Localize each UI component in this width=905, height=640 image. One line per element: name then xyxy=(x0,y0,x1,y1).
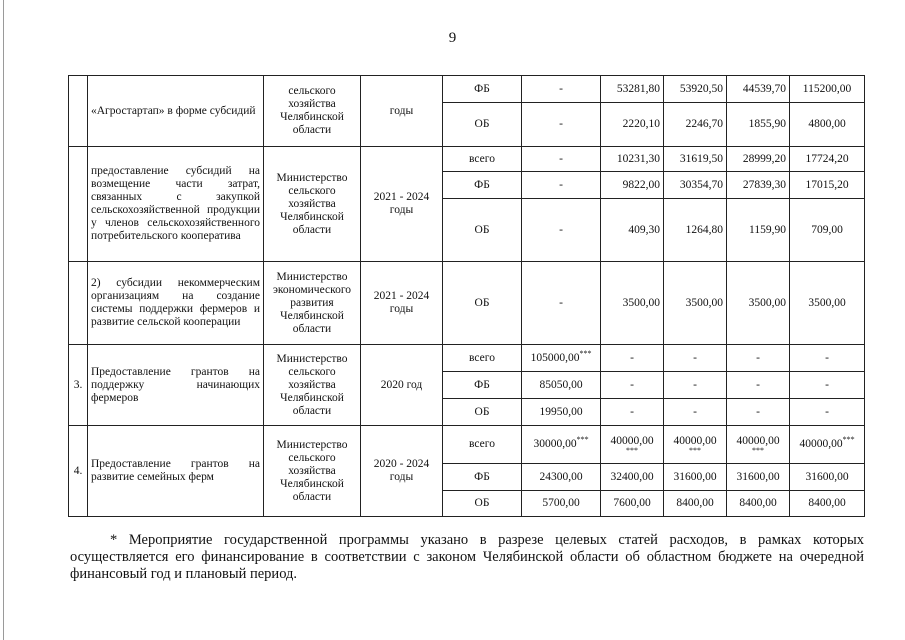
footnote: * Мероприятие государственной программы указано в разрезе целевых статей расходов, в рамках которых осуществляется его финансирование в соответствии с законом Челябинской области об областном бюджете на очередной финансовый год и плановый период. xyxy=(70,532,864,582)
table-row xyxy=(69,76,865,103)
amount-year-1: 10231,30 xyxy=(601,147,664,172)
amount-year-1: - xyxy=(601,372,664,399)
amount-year-3: 31600,00 xyxy=(727,464,790,491)
amount-year-2: 8400,00 xyxy=(664,491,727,517)
funding-source: ФБ xyxy=(443,76,522,103)
amount-year-4: 115200,00 xyxy=(790,76,865,103)
amount-year-3: 27839,30 xyxy=(727,172,790,199)
funding-source: ОБ xyxy=(443,399,522,426)
footnote-marker: *** xyxy=(842,435,855,445)
table-row xyxy=(69,426,865,464)
amount-base: 24300,00 xyxy=(522,464,601,491)
amount-year-2: - xyxy=(664,372,727,399)
amount-year-1: 40000,00 xyxy=(610,435,654,447)
amount-base: - xyxy=(522,199,601,262)
amount-year-3: 28999,20 xyxy=(727,147,790,172)
program-funding-table xyxy=(68,75,865,517)
amount-base: 5700,00 xyxy=(522,491,601,517)
implementation-period: 2021 - 2024 годы xyxy=(361,262,443,345)
funding-source: ФБ xyxy=(443,464,522,491)
responsible-executor: Министерство экономического развития Челябинской области xyxy=(264,262,361,345)
amount-year-1: 409,30 xyxy=(601,199,664,262)
item-number: 4. xyxy=(69,426,88,517)
item-number-cell xyxy=(69,147,88,262)
amount-base: 19950,00 xyxy=(522,399,601,426)
amount-base: - xyxy=(522,172,601,199)
amount-year-3: 1855,90 xyxy=(727,103,790,147)
footnote-marker: *** xyxy=(626,446,638,455)
amount-year-2: 40000,00 xyxy=(673,435,717,447)
measure-description: Предоставление грантов на поддержку начинающих фермеров xyxy=(88,345,264,426)
page-left-rule xyxy=(3,0,4,640)
amount-year-4: - xyxy=(790,399,865,426)
amount-year-2: 31600,00 xyxy=(664,464,727,491)
amount-year-4: 709,00 xyxy=(790,199,865,262)
amount-year-3: 3500,00 xyxy=(727,262,790,345)
funding-source: всего xyxy=(443,147,522,172)
amount-year-3: 8400,00 xyxy=(727,491,790,517)
implementation-period: 2020 - 2024 годы xyxy=(361,426,443,517)
page-number: 9 xyxy=(448,30,457,46)
funding-source: ОБ xyxy=(443,103,522,147)
amount-year-3: - xyxy=(727,345,790,372)
amount-year-3: - xyxy=(727,399,790,426)
amount-year-4: 3500,00 xyxy=(790,262,865,345)
measure-description: «Агростартап» в форме субсидий xyxy=(88,76,264,147)
amount-year-1-cell xyxy=(601,426,664,464)
amount-year-4: - xyxy=(790,372,865,399)
item-number: 3. xyxy=(69,345,88,426)
measure-description: Предоставление грантов на развитие семейных ферм xyxy=(88,426,264,517)
amount-year-4-cell xyxy=(790,426,865,464)
amount-year-4: 8400,00 xyxy=(790,491,865,517)
amount-year-3: 1159,90 xyxy=(727,199,790,262)
funding-source: всего xyxy=(443,426,522,464)
amount-year-1: - xyxy=(601,399,664,426)
funding-source: ОБ xyxy=(443,491,522,517)
responsible-executor: Министерство сельского хозяйства Челябинской области xyxy=(264,426,361,517)
amount-year-2: 3500,00 xyxy=(664,262,727,345)
amount-year-1: 53281,80 xyxy=(601,76,664,103)
amount-base: - xyxy=(522,262,601,345)
amount-year-3: 44539,70 xyxy=(727,76,790,103)
footnote-marker: *** xyxy=(752,446,764,455)
footnote-marker: *** xyxy=(579,348,592,358)
item-number-cell xyxy=(69,76,88,147)
funding-source: всего xyxy=(443,345,522,372)
amount-base: - xyxy=(522,103,601,147)
amount-base: - xyxy=(522,147,601,172)
responsible-executor: Министерство сельского хозяйства Челябинской области xyxy=(264,147,361,262)
amount-year-2: - xyxy=(664,345,727,372)
amount-year-2: 30354,70 xyxy=(664,172,727,199)
amount-year-2: - xyxy=(664,399,727,426)
table-row xyxy=(69,147,865,172)
amount-base: - xyxy=(522,76,601,103)
amount-year-4: 17724,20 xyxy=(790,147,865,172)
amount-year-4: 31600,00 xyxy=(790,464,865,491)
amount-year-1: 7600,00 xyxy=(601,491,664,517)
amount-base: 30000,00 xyxy=(533,438,577,450)
table-row xyxy=(69,262,865,345)
amount-base: 85050,00 xyxy=(522,372,601,399)
item-number-cell xyxy=(69,262,88,345)
amount-year-2: 31619,50 xyxy=(664,147,727,172)
footnote-marker: *** xyxy=(689,446,701,455)
implementation-period: 2021 - 2024 годы xyxy=(361,147,443,262)
measure-description: 2) субсидии некоммерческим организациям на создание системы поддержки фермеров и развитие сельской кооперации xyxy=(88,262,264,345)
measure-description: предоставление субсидий на возмещение части затрат, связанных с закупкой сельскохозяйственной продукции у членов сельскохозяйственного потребительского кооператива xyxy=(88,147,264,262)
amount-year-2: 2246,70 xyxy=(664,103,727,147)
amount-year-1: 32400,00 xyxy=(601,464,664,491)
amount-year-2: 53920,50 xyxy=(664,76,727,103)
implementation-period: 2020 год xyxy=(361,345,443,426)
amount-year-3: - xyxy=(727,372,790,399)
footnote-marker: *** xyxy=(576,435,589,445)
amount-year-4: - xyxy=(790,345,865,372)
amount-year-1: 2220,10 xyxy=(601,103,664,147)
responsible-executor: сельского хозяйства Челябинской области xyxy=(264,76,361,147)
funding-source: ОБ xyxy=(443,262,522,345)
amount-year-1: 3500,00 xyxy=(601,262,664,345)
amount-year-1: 9822,00 xyxy=(601,172,664,199)
amount-base: 105000,00 xyxy=(530,351,580,364)
amount-year-2: 1264,80 xyxy=(664,199,727,262)
amount-base-cell xyxy=(522,426,601,464)
funding-source: ФБ xyxy=(443,172,522,199)
amount-year-4: 40000,00 xyxy=(799,438,843,450)
amount-year-3-cell xyxy=(727,426,790,464)
amount-base-cell xyxy=(522,345,601,372)
table-row xyxy=(69,345,865,372)
funding-source: ФБ xyxy=(443,372,522,399)
implementation-period: годы xyxy=(361,76,443,147)
amount-year-3: 40000,00 xyxy=(736,435,780,447)
amount-year-4: 4800,00 xyxy=(790,103,865,147)
amount-year-1: - xyxy=(601,345,664,372)
funding-source: ОБ xyxy=(443,199,522,262)
responsible-executor: Министерство сельского хозяйства Челябинской области xyxy=(264,345,361,426)
amount-year-2-cell xyxy=(664,426,727,464)
amount-year-4: 17015,20 xyxy=(790,172,865,199)
